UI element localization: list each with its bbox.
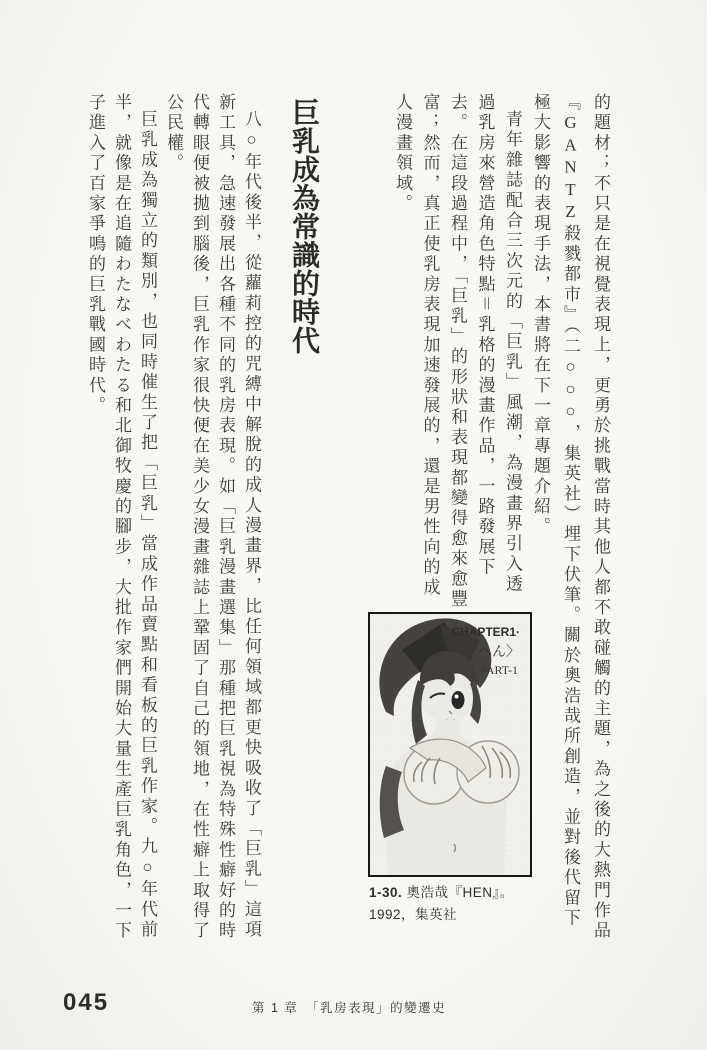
figure-caption-line1 xyxy=(369,882,559,904)
paragraph-1: 的題材；不只是在視覺表現上，更勇於挑戰當時其他人都不敢碰觸的主題，為之後的大熱門作品『GANTZ殺戮都市』（二○○○，集英社）埋下伏筆。關於奧浩哉所創造，並對後代留下極大影響的表現手法，本書將在下一章專題介紹。 xyxy=(531,93,610,942)
eye-glint xyxy=(455,695,459,699)
figure-part-label: PART-1 xyxy=(480,663,518,677)
eye xyxy=(452,691,465,709)
footer-chapter-title: 第 1 章 「乳房表現」的變遷史 xyxy=(252,1001,447,1015)
paragraph-2: 青年雜誌配合三次元的「巨乳」風潮，為漫畫界引入透過乳房來營造角色特點＝乳格的漫畫作品，一路發展下去。在這段過程中，「巨乳」的形狀和表現都變得愈來愈豐富；然而，真正使乳房表現加速發展的，還是男性向的成人漫畫領域。 xyxy=(393,93,522,610)
body-text-left-block xyxy=(82,93,264,943)
body-text-right-short xyxy=(389,93,527,613)
figure-caption-number: 1-30. xyxy=(369,885,403,900)
figure-title-kana: 〈へん〉 xyxy=(464,645,520,660)
figure-caption xyxy=(369,882,559,925)
paragraph-4: 巨乳成為獨立的類別，也同時催生了把「巨乳」當成作品賣點和看板的巨乳作家。九○年代前半，就像是在追隨わたなべわたる和北御牧慶的腳步，大批作家們開始大量生產巨乳角色，一下子進入了百家爭鳴的巨乳戰國時代。 xyxy=(86,93,157,942)
paragraph-3: 八○年代後半，從蘿莉控的咒縛中解脫的成人漫畫界，比任何領域都更快吸收了「巨乳」這項新工具，急速發展出各種不同的乳房表現。如「巨乳漫畫選集」那種把巨乳視為特殊性癖好的時代轉眼便被拋到腦後，巨乳作家很快便在美少女漫畫雜誌上鞏固了自己的領地，在性癖上取得了公民權。 xyxy=(164,93,261,942)
figure-caption-line2: 1992，集英社 xyxy=(369,906,458,922)
page-number: 045 xyxy=(63,989,110,1016)
manga-illustration xyxy=(370,614,530,875)
body-text-right-full xyxy=(525,93,615,943)
figure-chapter-label: CHAPTER1· xyxy=(451,625,520,639)
section-heading: 巨乳成為常識的時代 xyxy=(289,98,320,355)
figure-caption-title: 奧浩哉『HEN』。 xyxy=(406,885,514,900)
manga-figure-frame xyxy=(368,612,532,877)
